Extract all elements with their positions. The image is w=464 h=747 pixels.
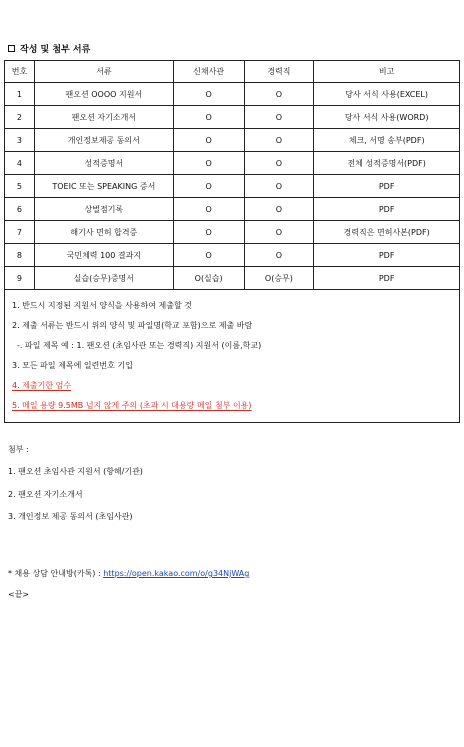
header-new-officer: 신채사관 [173,61,244,83]
table-row [5,175,460,198]
cell-number: 6 [5,198,35,221]
note-1: 1. 반드시 지정된 지원서 양식을 사용하여 제출할 것 [12,301,192,310]
cell-experienced: O [244,106,314,129]
contact-line [8,568,249,579]
cell-experienced: O [244,129,314,152]
attachment-item-2: 2. 팬오션 자기소개서 [8,490,83,499]
cell-experienced: O [244,244,314,267]
attachments-label: 첨부 : [8,445,29,454]
cell-document: 개인정보제공 동의서 [34,129,173,152]
cell-document: 팬오션 OOOO 지원서 [34,83,173,106]
cell-experienced: O(승무) [244,267,314,290]
cell-experienced: O [244,152,314,175]
documents-table [4,60,460,423]
cell-remarks: 당사 서식 사용(EXCEL) [314,83,460,106]
cell-remarks: PDF [314,244,460,267]
header-experienced: 경력직 [244,61,314,83]
note-2-example: -. 파일 제목 예 : 1. 팬오션 (초임사관 또는 경력직) 지원서 (이름,학교) [17,341,262,350]
section-title [8,42,90,55]
cell-number: 8 [5,244,35,267]
cell-remarks: PDF [314,175,460,198]
note-5-mail-size [5,396,459,416]
cell-experienced: O [244,175,314,198]
table-row [5,83,460,106]
cell-experienced: O [244,221,314,244]
cell-document: 성적증명서 [34,152,173,175]
cell-document: 팬오션 자기소개서 [34,106,173,129]
cell-remarks: 체크, 서명 송부(PDF) [314,129,460,152]
cell-remarks: PDF [314,267,460,290]
cell-document: 해기사 면허 합격증 [34,221,173,244]
cell-number: 4 [5,152,35,175]
cell-experienced: O [244,198,314,221]
table-row [5,129,460,152]
header-number: 번호 [5,61,35,83]
cell-number: 9 [5,267,35,290]
cell-new-officer: O [173,175,244,198]
note-4-deadline [5,376,459,396]
table-header-row [5,61,460,83]
table-row [5,152,460,175]
cell-new-officer: O [173,129,244,152]
attachment-item-3: 3. 개인정보 제공 동의서 (초임사관) [8,512,133,521]
cell-experienced: O [244,83,314,106]
cell-new-officer: O [173,244,244,267]
cell-document: TOEIC 또는 SPEAKING 증서 [34,175,173,198]
cell-new-officer: O [173,221,244,244]
cell-number: 7 [5,221,35,244]
end-mark: <끝> [8,590,30,599]
cell-remarks: 전체 성적증명서(PDF) [314,152,460,175]
notes-row [5,290,460,423]
cell-new-officer: O [173,83,244,106]
table-row [5,221,460,244]
checkbox-icon [8,45,15,52]
cell-new-officer: O [173,106,244,129]
cell-remarks: 당사 서식 사용(WORD) [314,106,460,129]
cell-document: 국민체력 100 결과지 [34,244,173,267]
cell-remarks: PDF [314,198,460,221]
note-4-text: 4. 제출기한 엄수 [12,381,72,390]
table-row [5,198,460,221]
note-2: 2. 제출 서류는 반드시 위의 양식 및 파일명(학교 포함)으로 제출 바람 [12,321,253,330]
cell-new-officer: O [173,198,244,221]
kakao-open-chat-link[interactable]: https://open.kakao.com/o/g34NjWAg [103,569,250,578]
header-remarks: 비고 [314,61,460,83]
header-document: 서류 [34,61,173,83]
cell-remarks: 경력직은 면허사본(PDF) [314,221,460,244]
contact-prefix: * 채용 상담 안내방(카톡) : [8,569,104,578]
attachment-item-1: 1. 팬오션 초임사관 지원서 (항해/기관) [8,467,143,476]
table-row [5,244,460,267]
cell-number: 3 [5,129,35,152]
cell-document: 상벌점기록 [34,198,173,221]
note-3: 3. 모든 파일 제목에 일련번호 기입 [12,361,133,370]
cell-number: 2 [5,106,35,129]
notes-cell [5,290,460,423]
note-5-text: 5. 메일 용량 9.5MB 넘지 않게 주의 (초과 시 대용량 메일 첨부 이용) [12,401,252,410]
cell-number: 5 [5,175,35,198]
cell-document: 실습(승무)증명서 [34,267,173,290]
table-row [5,106,460,129]
cell-new-officer: O [173,152,244,175]
cell-new-officer: O(실습) [173,267,244,290]
table-row [5,267,460,290]
cell-number: 1 [5,83,35,106]
section-title-text: 작성 및 첨부 서류 [20,45,91,55]
